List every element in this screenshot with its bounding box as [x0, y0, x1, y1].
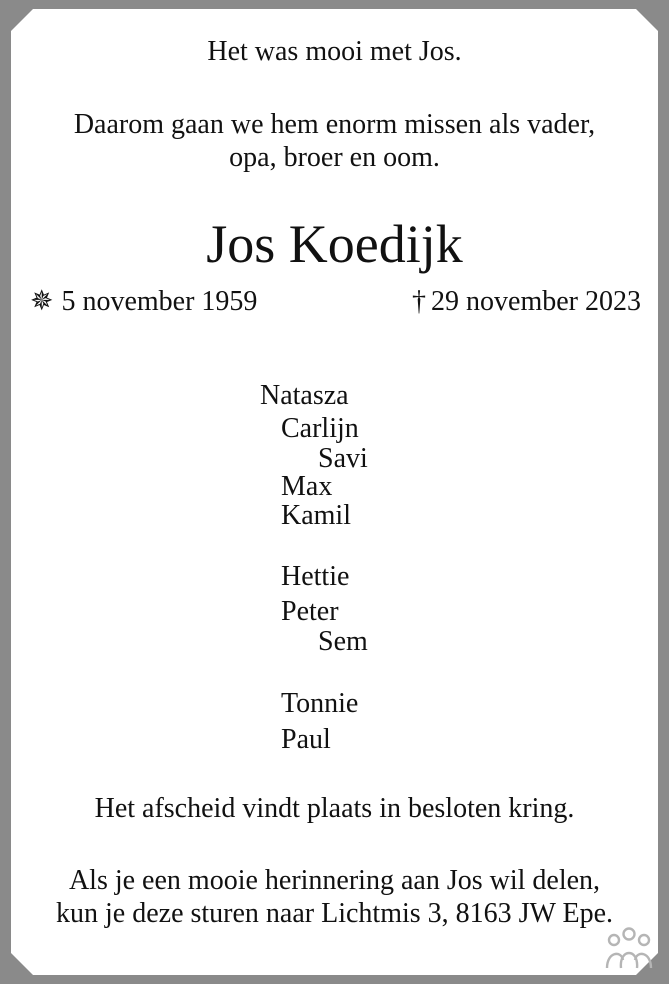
relative-savi: Savi — [318, 443, 368, 474]
corner-ornament-top-left — [11, 9, 33, 31]
deceased-name: Jos Koedijk — [206, 214, 463, 274]
intro-line-1: Het was mooi met Jos. — [207, 36, 462, 67]
relative-carlijn: Carlijn — [281, 413, 359, 444]
relative-tonnie: Tonnie — [281, 688, 359, 719]
relative-sem: Sem — [318, 626, 368, 657]
relative-max: Max — [281, 471, 333, 502]
closing-line-1: Het afscheid vindt plaats in besloten kring. — [94, 793, 575, 824]
closing-line-3: kun je deze sturen naar Lichtmis 3, 8163 JW Epe. — [56, 898, 613, 929]
relative-kamil: Kamil — [281, 500, 351, 531]
relative-hettie: Hettie — [281, 561, 350, 592]
relative-natasza: Natasza — [260, 380, 349, 411]
corner-ornament-bottom-left — [11, 953, 33, 975]
death-date-line — [412, 288, 641, 316]
corner-ornament-top-right — [636, 9, 658, 31]
star-icon: ✵ — [30, 286, 54, 317]
cross-icon: † — [412, 286, 427, 317]
death-date: 29 november 2023 — [431, 286, 641, 317]
closing-line-2: Als je een mooie herinnering aan Jos wil delen, — [68, 865, 601, 896]
birth-date-line — [30, 288, 257, 316]
relative-peter: Peter — [281, 596, 339, 627]
relative-paul: Paul — [281, 724, 331, 755]
intro-line-2: Daarom gaan we hem enorm missen als vader, — [73, 109, 596, 140]
birth-date: 5 november 1959 — [61, 286, 258, 317]
intro-line-3: opa, broer en oom. — [229, 142, 440, 173]
family-logo-icon — [603, 926, 655, 970]
